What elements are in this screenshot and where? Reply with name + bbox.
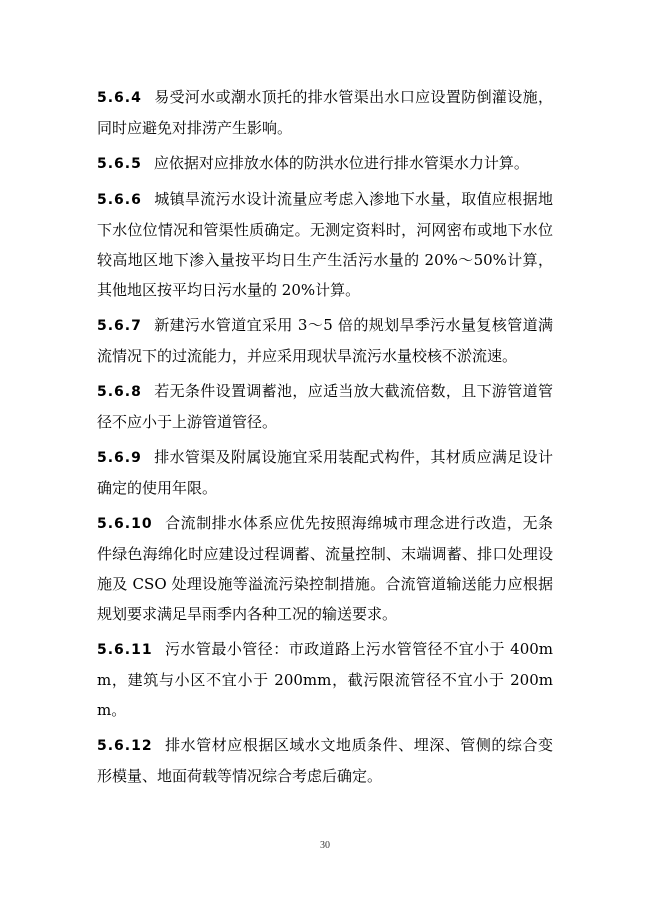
clause-text: 合流制排水体系应优先按照海绵城市理念进行改造，无条件绿色海绵化时应建设过程调蓄、流量控制、末端调蓄、排口处理设施及 CSO 处理设施等溢流污染控制措施。合流管道输送能力应根据规划要求满足旱雨季内各种工况的输送要求。	[97, 514, 553, 623]
clause-number: 5.6.7	[97, 318, 142, 334]
document-body	[97, 82, 553, 796]
clause-number: 5.6.12	[97, 738, 153, 754]
clause-number: 5.6.9	[97, 450, 142, 466]
clause-5-6-11	[97, 634, 553, 725]
clause-text: 新建污水管道宜采用 3～5 倍的规划旱季污水量复核管道满流情况下的过流能力，并应采用现状旱流污水量校核不淤流速。	[97, 316, 553, 365]
page-number: 30	[320, 840, 330, 851]
clause-text: 污水管最小管径：市政道路上污水管管径不宜小于 400mm，建筑与小区不宜小于 200mm，截污限流管径不宜小于 200mm。	[97, 640, 553, 719]
clause-text: 若无条件设置调蓄池，应适当放大截流倍数，且下游管道管径不应小于上游管道管径。	[97, 382, 553, 431]
clause-number: 5.6.10	[97, 516, 153, 532]
clause-number: 5.6.6	[97, 192, 142, 208]
clause-number: 5.6.8	[97, 384, 142, 400]
clause-5-6-5	[97, 148, 553, 179]
clause-text: 易受河水或潮水顶托的排水管渠出水口应设置防倒灌设施，同时应避免对排涝产生影响。	[97, 88, 553, 137]
clause-5-6-6	[97, 184, 553, 305]
clause-number: 5.6.5	[97, 156, 142, 172]
clause-number: 5.6.11	[97, 642, 153, 658]
clause-5-6-8	[97, 376, 553, 437]
clause-number: 5.6.4	[97, 90, 142, 106]
clause-5-6-10	[97, 508, 553, 629]
clause-5-6-4	[97, 82, 553, 143]
clause-text: 城镇旱流污水设计流量应考虑入渗地下水量，取值应根据地下水位位情况和管渠性质确定。无测定资料时，河网密布或地下水位较高地区地下渗入量按平均日生产生活污水量的 20%～50%计算，其他地区按平均日污水量的 20%计算。	[97, 190, 553, 299]
clause-5-6-9	[97, 442, 553, 503]
clause-text: 应依据对应排放水体的防洪水位进行排水管渠水力计算。	[153, 154, 529, 172]
clause-text: 排水管材应根据区域水文地质条件、埋深、管侧的综合变形模量、地面荷载等情况综合考虑后确定。	[97, 736, 553, 785]
clause-text: 排水管渠及附属设施宜采用装配式构件，其材质应满足设计确定的使用年限。	[97, 448, 553, 497]
clause-5-6-12	[97, 730, 553, 791]
clause-5-6-7	[97, 310, 553, 371]
